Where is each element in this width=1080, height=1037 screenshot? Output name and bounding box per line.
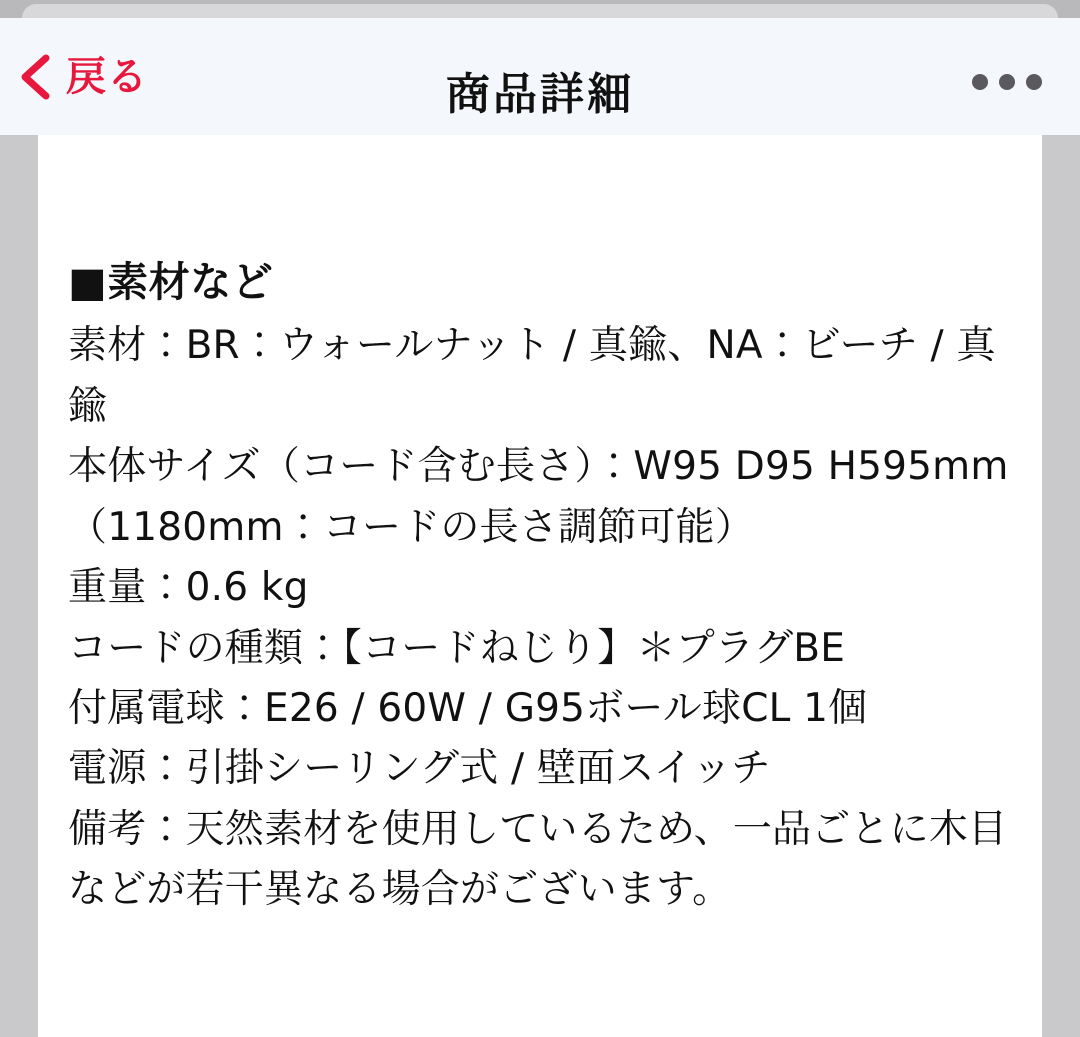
spec-line-power: 電源：引掛シーリング式 / 壁面スイッチ (68, 746, 771, 792)
spec-line-bulb: 付属電球：E26 / 60W / G95ボール球CL 1個 (68, 685, 868, 731)
spec-line-cord-type: コードの種類：【コードねじり】＊プラグBE (68, 625, 846, 671)
navigation-bar (0, 18, 1080, 135)
window-top-strip (0, 0, 1080, 18)
more-dot-1 (972, 74, 988, 90)
spec-section-heading: ■素材など (68, 258, 274, 306)
spec-line-material: 素材：BR：ウォールナット / 真鍮、NA：ビーチ / 真鍮 (68, 323, 996, 429)
more-horizontal-icon[interactable] (972, 74, 1042, 90)
spec-line-weight: 重量：0.6 kg (68, 565, 309, 611)
page-title: 商品詳細 (446, 69, 634, 120)
more-dot-2 (999, 74, 1015, 90)
product-spec-block (68, 255, 1012, 921)
page-right-margin (1042, 135, 1080, 1037)
spec-line-remarks: 備考：天然素材を使用しているため、一品ごとに木目などが若干異なる場合がございます。 (68, 806, 1008, 913)
spec-line-size: 本体サイズ（コード含む長さ）：W95 D95 H595mm（1180mm：コードの長さ調節可能） (68, 444, 1009, 550)
window-top-strip-inner (22, 4, 1058, 18)
more-dot-3 (1026, 74, 1042, 90)
product-detail-card (38, 135, 1042, 1037)
back-button-label: 戻る (66, 54, 148, 100)
